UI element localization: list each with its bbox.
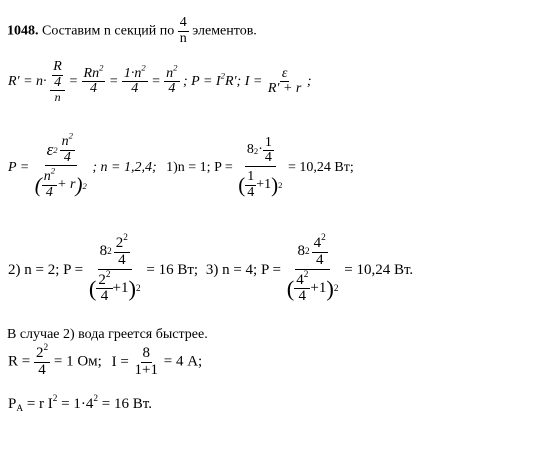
numerator-inner-fraction: $\frac{n^2}{4}$ — [61, 130, 73, 165]
fraction-numerator: 8 2 · $\frac{1}{4}$ — [245, 136, 276, 167]
fraction-numerator: 8 — [142, 345, 151, 361]
denominator-inner-fraction: $\frac{4^2}{4}$ — [296, 269, 309, 305]
equals-sign: = — [68, 74, 79, 90]
fraction-numerator: ε — [281, 65, 288, 81]
problem-statement — [7, 16, 257, 46]
r-lhs: R = — [8, 353, 31, 370]
resistance-fraction-3 — [122, 62, 148, 97]
fraction-denominator: ( $\frac{1}{4}$ +1 ) 2 — [238, 168, 283, 200]
case2-label: 2) n = 2; P = — [8, 261, 84, 278]
numerator-top: R — [53, 59, 62, 74]
case3-fraction — [285, 233, 341, 305]
resistance-lhs: R′ = n· — [8, 74, 47, 90]
resistance-fraction-4 — [164, 62, 179, 97]
final-power-equation — [8, 396, 152, 413]
equals-sign: = — [108, 74, 119, 90]
numerator-inner-fraction: $\frac{2^2}{4}$ — [115, 233, 128, 268]
case3-result: = 10,24 Вт. — [344, 261, 414, 278]
numerator-bottom: 4 — [54, 74, 62, 90]
i-result: = 4 А; — [163, 353, 203, 370]
power-general-equation — [8, 130, 354, 201]
fraction-numerator: $2^2$ — [35, 343, 49, 361]
r-fraction — [34, 343, 50, 379]
fraction-denominator: n — [54, 90, 61, 105]
fraction-numerator: Rn$^2$ — [83, 62, 104, 81]
p-mid: = r $I^2$ — [26, 394, 58, 412]
fraction-numerator: 8 2 $\frac{2^2}{4}$ — [98, 236, 132, 270]
power-lhs: P = — [8, 160, 30, 176]
problem-number: 1048. — [7, 23, 39, 39]
fraction-numerator: ε 2 $\frac{n^2}{4}$ — [45, 135, 77, 166]
case2-result: = 16 Вт; — [146, 261, 199, 278]
power-general-fraction — [33, 130, 89, 201]
fraction-numerator: $n^2$ — [166, 62, 178, 81]
line-end: ; — [306, 74, 312, 90]
final-resistance-current — [8, 343, 203, 379]
resistance-equation — [8, 60, 312, 104]
fraction-denominator: ( $\frac{4^2}{4}$ +1 ) 2 — [286, 269, 339, 305]
r-result: = 1 Ом; — [53, 353, 102, 370]
fraction-denominator: 4 — [168, 81, 176, 97]
fraction-denominator: R′ + r — [267, 81, 302, 97]
resistance-fraction-2 — [82, 62, 106, 97]
p-result: = 16 Вт. — [101, 396, 152, 412]
fraction-denominator: ( $\frac{n^2}{4}$ + r ) 2 — [34, 165, 87, 201]
fraction-denominator: 4 — [38, 361, 46, 378]
case1-result: = 10,24 Вт; — [287, 160, 354, 176]
denominator-inner-fraction: $\frac{2^2}{4}$ — [98, 269, 111, 305]
elements-per-section-fraction — [178, 16, 189, 46]
case1-label: 1)n = 1; P = — [166, 160, 233, 176]
problem-intro: Составим n секций по — [42, 23, 175, 39]
problem-outro: элементов. — [192, 23, 257, 39]
cases-2-3-equation — [8, 233, 414, 305]
numerator-inner-fraction: $\frac{4^2}{4}$ — [313, 233, 326, 268]
fraction-numerator — [50, 60, 65, 91]
equals-sign: = — [151, 74, 161, 90]
fraction-denominator: n — [179, 30, 187, 46]
numerator-inner-fraction: $\frac{1}{4}$ — [264, 134, 272, 166]
fraction-numerator: 8 2 $\frac{4^2}{4}$ — [295, 236, 329, 270]
fraction-numerator: $1\cdot n^2$ — [123, 62, 146, 81]
denominator-inner-fraction: $\frac{n^2}{4}$ — [43, 165, 56, 201]
n-values: ; n = 1,2,4; — [92, 160, 157, 176]
fraction-denominator: ( $\frac{2^2}{4}$ +1 ) 2 — [88, 269, 141, 305]
case1-fraction — [236, 136, 284, 201]
conclusion-text: В случае 2) вода греется быстрее. — [7, 327, 208, 342]
power-formula: ; $P = I^2R'$; I = — [183, 70, 263, 90]
resistance-fraction-1 — [50, 60, 65, 104]
case3-label: 3) n = 4; P = — [205, 261, 281, 278]
fraction-denominator: 1+1 — [134, 361, 159, 378]
fraction-denominator: 4 — [89, 81, 97, 97]
p-mid2: = $1\cdot 4^2$ — [61, 394, 99, 412]
case2-fraction — [87, 233, 143, 305]
denominator-inner-fraction: $\frac{1}{4}$ — [247, 168, 255, 200]
i-lhs: I = — [111, 353, 129, 370]
p-lhs: $P_A$ — [8, 396, 24, 414]
current-fraction — [266, 67, 304, 97]
fraction-denominator: 4 — [131, 81, 139, 97]
fraction-numerator: 4 — [179, 15, 187, 30]
i-fraction — [133, 346, 160, 379]
